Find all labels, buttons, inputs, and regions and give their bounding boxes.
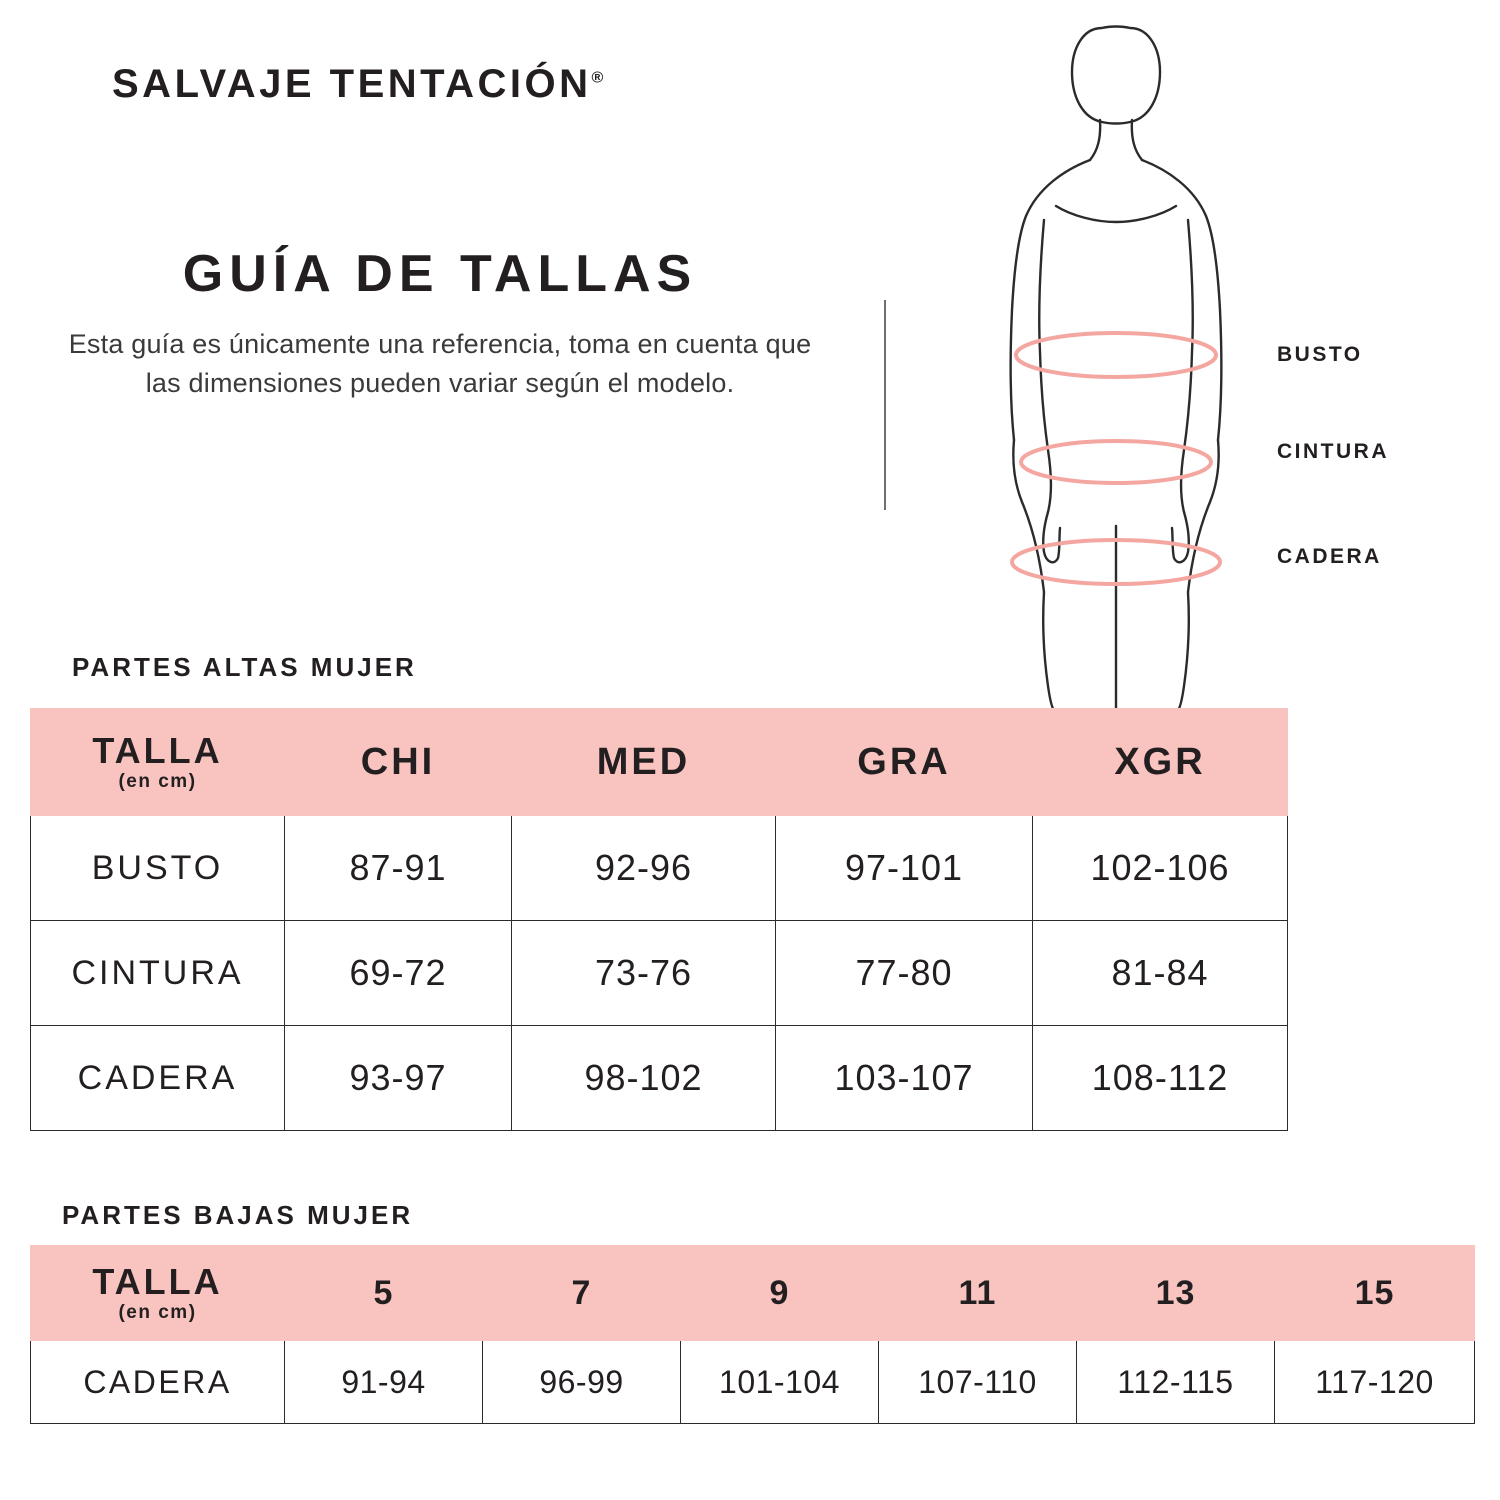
brand-title <box>112 62 603 107</box>
cell-cadera-11: 107-110 <box>879 1341 1077 1424</box>
cell-cadera-13: 112-115 <box>1077 1341 1275 1424</box>
column-header-chi: CHI <box>285 709 512 816</box>
table-corner-cell <box>31 1246 285 1341</box>
section-heading-bottoms: PARTES BAJAS MUJER <box>62 1200 414 1230</box>
corner-label: TALLA <box>92 730 223 772</box>
row-label-busto: BUSTO <box>31 816 285 921</box>
cell-cintura-xgr: 81-84 <box>1033 921 1288 1026</box>
cell-cadera-xgr: 108-112 <box>1033 1026 1288 1131</box>
cell-busto-chi: 87-91 <box>285 816 512 921</box>
brand-name: SALVAJE TENTACIÓN <box>112 62 592 106</box>
trademark-symbol: ® <box>591 69 604 87</box>
column-header-9: 9 <box>681 1246 879 1341</box>
section-heading-tops: PARTES ALTAS MUJER <box>72 652 417 682</box>
figure-label-busto: BUSTO <box>1277 343 1363 366</box>
cell-cadera-7: 96-99 <box>483 1341 681 1424</box>
cell-cadera-9: 101-104 <box>681 1341 879 1424</box>
cell-cintura-gra: 77-80 <box>776 921 1033 1026</box>
intro-description: Esta guía es únicamente una referencia, toma en cuenta que las dimensiones pueden variar según el modelo. <box>68 329 812 399</box>
table-row <box>31 1341 1475 1424</box>
cell-cintura-chi: 69-72 <box>285 921 512 1026</box>
column-header-5: 5 <box>285 1246 483 1341</box>
row-label-cadera: CADERA <box>31 1341 285 1424</box>
table-header-row <box>31 709 1288 816</box>
column-header-xgr: XGR <box>1033 709 1288 816</box>
size-table-tops <box>30 708 1288 1131</box>
vertical-divider <box>884 300 886 510</box>
corner-units: (en cm) <box>118 1301 197 1323</box>
cell-cadera-med: 98-102 <box>512 1026 776 1131</box>
column-header-15: 15 <box>1275 1246 1475 1341</box>
corner-label: TALLA <box>92 1261 223 1303</box>
column-header-med: MED <box>512 709 776 816</box>
figure-label-cintura: CINTURA <box>1277 440 1389 463</box>
table-row <box>31 921 1288 1026</box>
table-row <box>31 816 1288 921</box>
table-corner-cell <box>31 709 285 816</box>
size-table-bottoms <box>30 1245 1475 1424</box>
table-header-row <box>31 1246 1475 1341</box>
cell-cadera-chi: 93-97 <box>285 1026 512 1131</box>
body-figure-illustration <box>960 10 1300 710</box>
cell-busto-gra: 97-101 <box>776 816 1033 921</box>
corner-units: (en cm) <box>118 770 197 792</box>
cell-cadera-15: 117-120 <box>1275 1341 1475 1424</box>
cell-cadera-gra: 103-107 <box>776 1026 1033 1131</box>
intro-block <box>60 246 820 403</box>
column-header-13: 13 <box>1077 1246 1275 1341</box>
row-label-cintura: CINTURA <box>31 921 285 1026</box>
table-row <box>31 1026 1288 1131</box>
row-label-cadera: CADERA <box>31 1026 285 1131</box>
cell-cintura-med: 73-76 <box>512 921 776 1026</box>
figure-label-cadera: CADERA <box>1277 545 1382 568</box>
cell-cadera-5: 91-94 <box>285 1341 483 1424</box>
cell-busto-xgr: 102-106 <box>1033 816 1288 921</box>
column-header-7: 7 <box>483 1246 681 1341</box>
column-header-gra: GRA <box>776 709 1033 816</box>
page-title: GUÍA DE TALLAS <box>182 245 698 303</box>
cell-busto-med: 92-96 <box>512 816 776 921</box>
column-header-11: 11 <box>879 1246 1077 1341</box>
